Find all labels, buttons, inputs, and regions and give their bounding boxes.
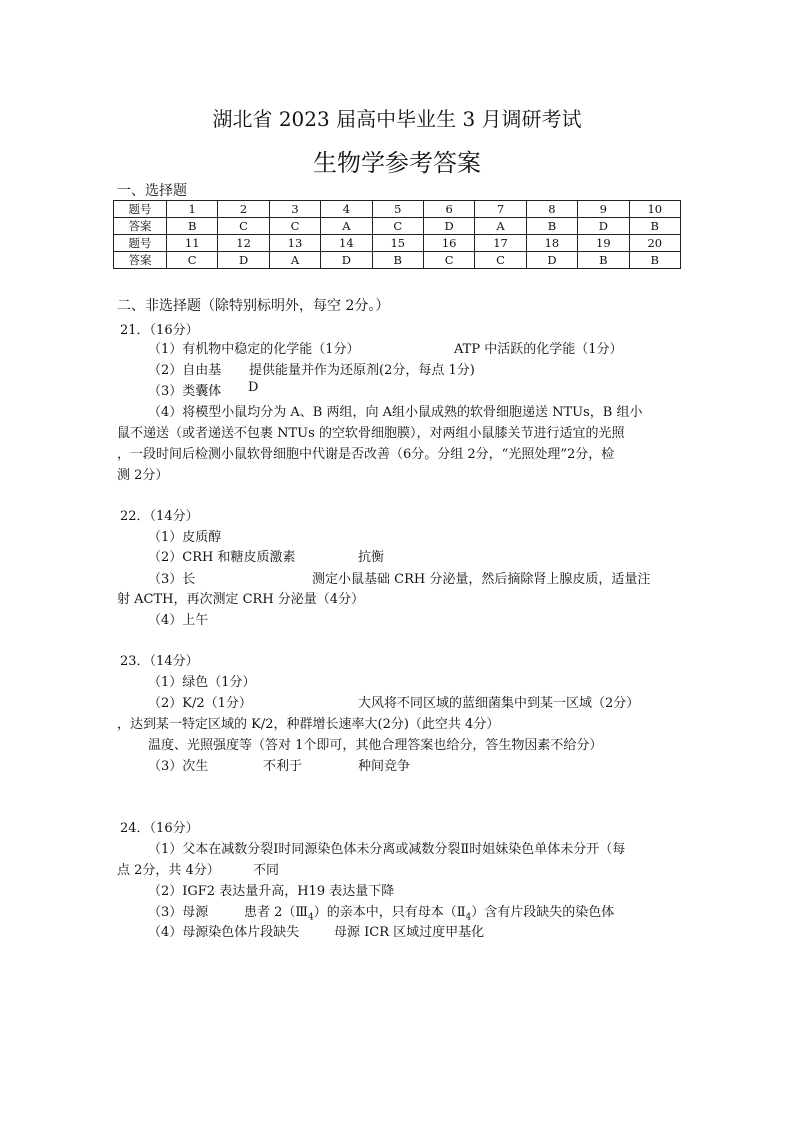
q24-line3b-mid: ）的亲本中，只有母本（Ⅱ — [313, 905, 466, 920]
answer-cell: B — [372, 252, 423, 269]
q22-heading: 22．（14分） — [120, 509, 199, 524]
row-label-answer: 答案 — [114, 218, 167, 235]
q22-line4: （4）上午 — [148, 613, 209, 628]
answer-cell: B — [629, 252, 680, 269]
q24-line3a: （3）母源 — [148, 905, 209, 920]
answer-cell: D — [321, 252, 372, 269]
question-number-cell: 15 — [372, 235, 423, 252]
question-number-cell: 5 — [372, 201, 423, 218]
q21-line4b: 鼠不递送（或者递送不包裹 NTUs 的空软骨细胞膜），对两组小鼠膝关节进行适宜的光照 — [117, 426, 625, 441]
question-number-cell: 10 — [629, 201, 680, 218]
section-2-heading: 二、非选择题（除特别标明外，每空 2分。） — [117, 298, 390, 314]
answer-cell: C — [167, 252, 218, 269]
q23-line3c: 种间竞争 — [358, 759, 411, 774]
question-number-row — [114, 201, 681, 218]
question-number-cell: 8 — [526, 201, 577, 218]
answer-cell: A — [269, 252, 320, 269]
q21-line2a: （2）自由基 — [148, 363, 222, 378]
answer-cell: C — [269, 218, 320, 235]
q24-line1c: 不同 — [253, 863, 280, 878]
page-subtitle: 生物学参考答案 — [313, 149, 481, 177]
answer-cell: D — [526, 252, 577, 269]
q23-line2b: 大风将不同区域的蓝细菌集中到某一区域（2分） — [358, 696, 640, 711]
question-number-cell: 14 — [321, 235, 372, 252]
q23-line3b: 不利于 — [263, 759, 303, 774]
q22-line1: （1）皮质醇 — [148, 530, 222, 545]
q21-line4c: ，一段时间后检测小鼠软骨细胞中代谢是否改善（6分。分组 2分，“光照处理”2分，检 — [117, 447, 615, 462]
question-number-cell: 11 — [167, 235, 218, 252]
question-number-cell: 16 — [423, 235, 474, 252]
answer-cell: B — [578, 252, 629, 269]
q24-heading: 24．（16分） — [120, 821, 199, 836]
question-number-cell: 4 — [321, 201, 372, 218]
q21-line3b: D — [248, 380, 259, 395]
q22-line3c: 射 ACTH，再次测定 CRH 分泌量（4分） — [117, 592, 365, 607]
q21-line4a: （4）将模型小鼠均分为 A、B 两组，向 A组小鼠成熟的软骨细胞递送 NTUs，B 组小 — [148, 405, 643, 420]
row-label-answer: 答案 — [114, 252, 167, 269]
row-label-question: 题号 — [114, 235, 167, 252]
answer-cell: B — [167, 218, 218, 235]
q21-heading: 21．（16分） — [120, 323, 199, 338]
answer-cell: A — [321, 218, 372, 235]
answer-cell: B — [629, 218, 680, 235]
q22-line2a: （2）CRH 和糖皮质激素 — [148, 550, 296, 565]
question-number-cell: 3 — [269, 201, 320, 218]
q22-line2b: 抗衡 — [358, 550, 385, 565]
question-number-cell: 20 — [629, 235, 680, 252]
answer-cell: D — [578, 218, 629, 235]
q23-line2c: ，达到某一特定区域的 K/2，种群增长速率大(2分)（此空共 4分） — [117, 717, 500, 732]
q24-line3b-post: ）含有片段缺失的染色体 — [471, 905, 615, 920]
question-number-cell: 9 — [578, 201, 629, 218]
q21-line1a: （1）有机物中稳定的化学能（1分） — [148, 342, 360, 357]
question-number-cell: 1 — [167, 201, 218, 218]
answer-row — [114, 252, 681, 269]
question-number-cell: 7 — [475, 201, 526, 218]
answer-cell: C — [475, 252, 526, 269]
q24-line1b: 点 2分，共 4分） — [117, 863, 220, 878]
answer-table — [113, 200, 681, 269]
q21-line1b: ATP 中活跃的化学能（1分） — [454, 342, 623, 357]
q22-line3b: 测定小鼠基础 CRH 分泌量，然后摘除肾上腺皮质，适量注 — [312, 572, 651, 587]
q21-line2b: 提供能量并作为还原剂(2分，每点 1分) — [249, 363, 475, 378]
q24-line4b: 母源 ICR 区域过度甲基化 — [334, 925, 485, 940]
q24-line2: （2）IGF2 表达量升高，H19 表达量下降 — [148, 884, 395, 899]
q23-line3a: （3）次生 — [148, 759, 209, 774]
answer-row — [114, 218, 681, 235]
q24-line3b — [244, 901, 614, 923]
answer-cell: C — [423, 252, 474, 269]
question-number-cell: 6 — [423, 201, 474, 218]
answer-cell: D — [423, 218, 474, 235]
answer-cell: B — [526, 218, 577, 235]
section-1-heading: 一、选择题 — [117, 183, 187, 199]
q24-line1a: （1）父本在减数分裂Ⅰ时同源染色体未分离或减数分裂Ⅱ时姐妹染色单体未分开（每 — [148, 842, 626, 857]
q24-line3b-pre: 患者 2（Ⅲ — [244, 905, 308, 920]
q21-line4d: 测 2分） — [117, 468, 169, 483]
question-number-row — [114, 235, 681, 252]
answer-cell: C — [372, 218, 423, 235]
question-number-cell: 18 — [526, 235, 577, 252]
question-number-cell: 17 — [475, 235, 526, 252]
q21-line3a: （3）类囊体 — [148, 384, 222, 399]
question-number-cell: 13 — [269, 235, 320, 252]
q22-line3a: （3）长 — [148, 572, 196, 587]
answer-cell: A — [475, 218, 526, 235]
q23-line1: （1）绿色（1分） — [148, 675, 256, 690]
answer-cell: D — [218, 252, 269, 269]
question-number-cell: 12 — [218, 235, 269, 252]
q23-heading: 23．（14分） — [120, 654, 199, 669]
q24-line3b-sub1: 4 — [307, 912, 314, 923]
row-label-question: 题号 — [114, 201, 167, 218]
q23-line2d: 温度、光照强度等（答对 1个即可，其他合理答案也给分，答生物因素不给分） — [148, 738, 603, 753]
q24-line4a: （4）母源染色体片段缺失 — [148, 925, 300, 940]
q23-line2a: （2）K/2（1分） — [148, 696, 252, 711]
page-title: 湖北省 2023 届高中毕业生 3 月调研考试 — [212, 107, 582, 131]
answer-cell: C — [218, 218, 269, 235]
question-number-cell: 19 — [578, 235, 629, 252]
q24-line3b-sub2: 4 — [465, 912, 472, 923]
question-number-cell: 2 — [218, 201, 269, 218]
